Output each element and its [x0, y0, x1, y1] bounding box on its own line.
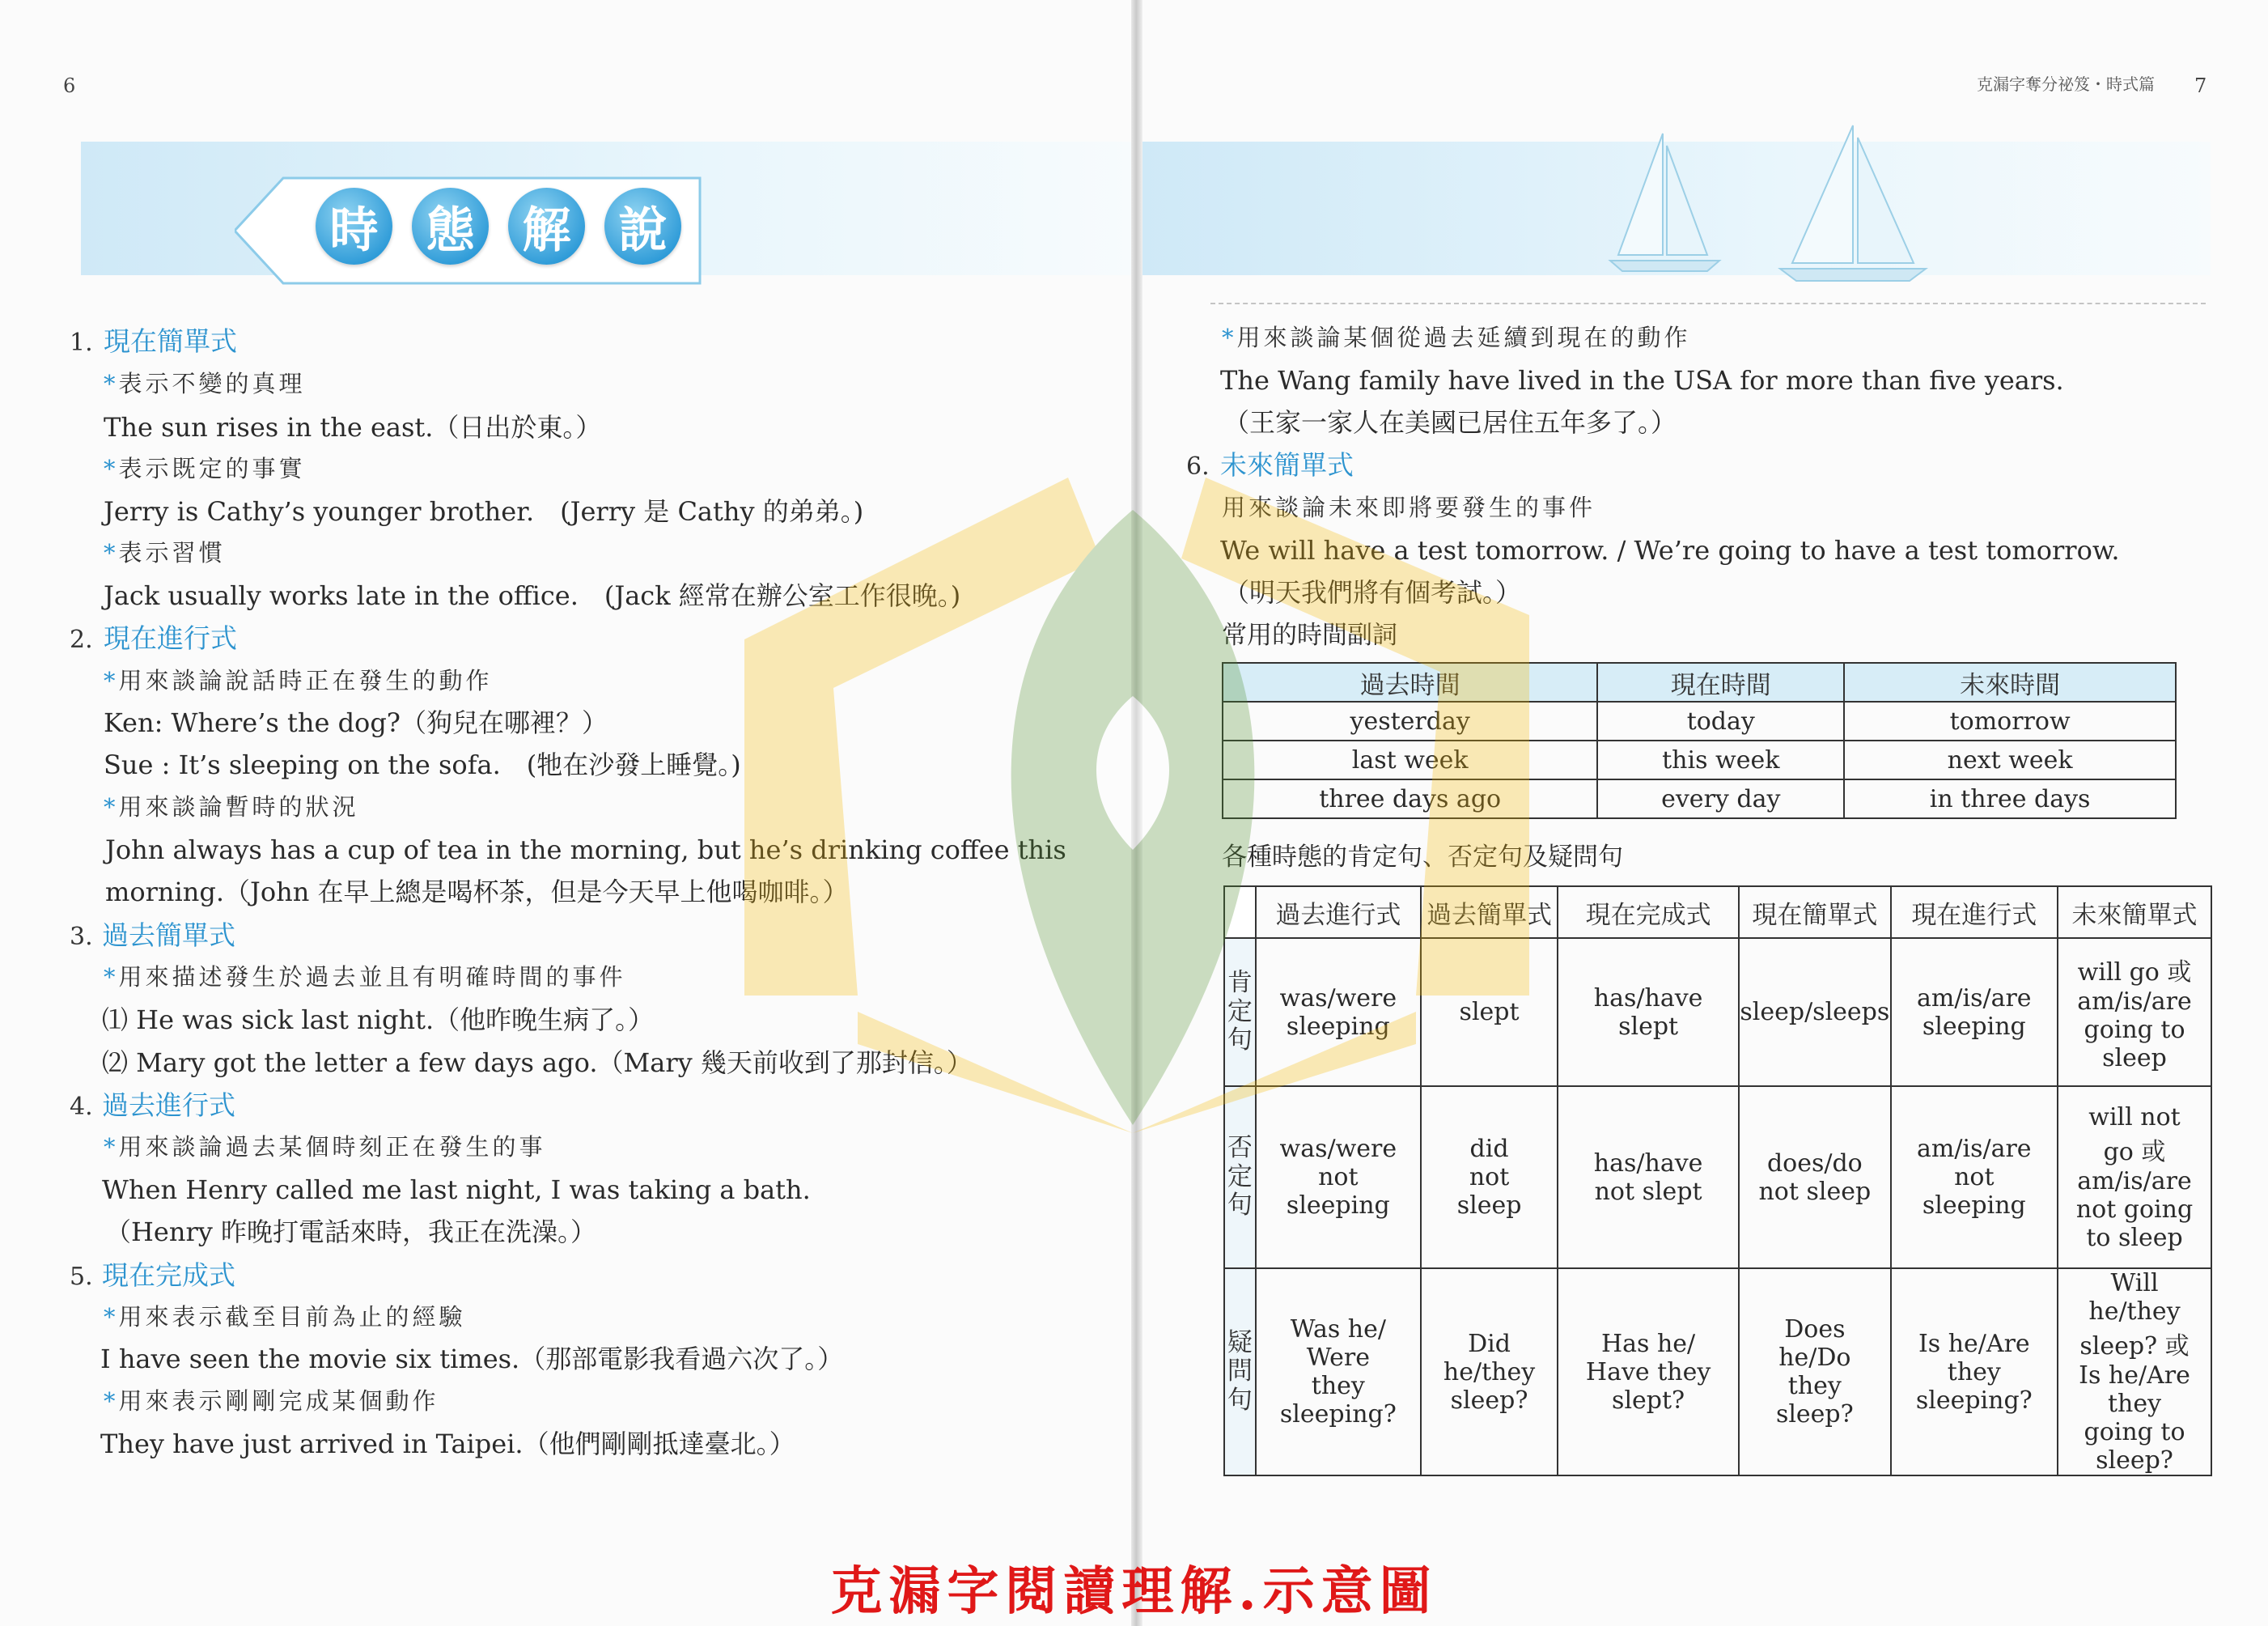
example-sentence: Jack usually works late in the office. (Jack 經常在辦公室工作很晚。) — [104, 580, 961, 611]
example-sentence: The Wang family have lived in the USA for more than five years. — [1220, 365, 2064, 396]
example-sentence: （王家一家人在美國已居住五年多了。） — [1223, 407, 1677, 438]
title-char: 解 — [508, 188, 585, 265]
table-cell: am/is/are not sleeping — [1891, 1086, 2058, 1268]
table-cell: Is he/Are they sleeping? — [1891, 1268, 2058, 1475]
page-title — [316, 188, 681, 265]
usage-note: 用來談論未來即將要發生的事件 — [1222, 494, 1596, 521]
table-cell: tomorrow — [1844, 702, 2176, 741]
table-cell: Has he/ Have they slept? — [1558, 1268, 1739, 1475]
table-row — [1223, 702, 2176, 741]
table-title: 常用的時間副詞 — [1222, 621, 1397, 650]
usage-note: *用來談論某個從過去延續到現在的動作 — [1222, 324, 1691, 351]
table-cell: did not sleep — [1421, 1086, 1558, 1268]
table-cell: this week — [1597, 741, 1844, 779]
usage-note: *用來表示截至目前為止的經驗 — [104, 1303, 466, 1331]
table-header-cell: 未來時間 — [1844, 663, 2176, 702]
table-cell: Will he/they sleep? 或 Is he/Are they going to sleep? — [2058, 1268, 2211, 1475]
example-sentence: ⑴ He was sick last night.（他昨晚生病了。） — [102, 1004, 655, 1035]
table-row — [1223, 779, 2176, 818]
usage-note: *用來表示剛剛完成某個動作 — [104, 1387, 439, 1415]
tense-forms-table — [1223, 885, 2212, 1476]
row-label: 否定句 — [1224, 1086, 1256, 1268]
section-number: 6. — [1186, 452, 1210, 481]
example-sentence: The sun rises in the east.（日出於東。） — [104, 412, 602, 443]
usage-note: *表示習慣 — [104, 539, 226, 567]
example-sentence: I have seen the movie six times.（那部電影我看過六次了。） — [100, 1344, 844, 1374]
example-sentence: John always has a cup of tea in the morning, but he’s drinking coffee this — [105, 834, 1066, 865]
table-cell: was/were sleeping — [1256, 938, 1421, 1086]
table-header-cell: 過去進行式 — [1256, 886, 1421, 938]
row-label: 肯定句 — [1224, 938, 1256, 1086]
time-adverbs-table — [1222, 662, 2177, 819]
page-number-right: 7 — [2194, 74, 2207, 97]
example-sentence: Jerry is Cathy’s younger brother. (Jerry 是 Cathy 的弟弟。) — [104, 496, 864, 527]
row-label: 疑問句 — [1224, 1268, 1256, 1475]
section-number: 2. — [70, 626, 93, 654]
usage-note: *表示不變的真理 — [104, 370, 306, 397]
example-sentence: （Henry 昨晚打電話來時，我正在洗澡。） — [105, 1216, 597, 1247]
table-cell: has/have not slept — [1558, 1086, 1739, 1268]
table-header-cell: 現在進行式 — [1891, 886, 2058, 938]
section-number: 1. — [70, 329, 93, 357]
table-title: 各種時態的肯定句、否定句及疑問句 — [1222, 843, 1623, 872]
example-sentence: Ken: Where’s the dog?（狗兒在哪裡？） — [104, 707, 608, 738]
table-header-cell: 未來簡單式 — [2058, 886, 2211, 938]
table-row — [1224, 1086, 2211, 1268]
table-header-cell: 過去時間 — [1223, 663, 1597, 702]
table-row — [1223, 741, 2176, 779]
table-cell: slept — [1421, 938, 1558, 1086]
example-sentence: They have just arrived in Taipei.（他們剛剛抵達臺北。） — [100, 1429, 795, 1459]
example-sentence: We will have a test tomorrow. / We’re going to have a test tomorrow. — [1220, 535, 2120, 566]
title-char: 說 — [604, 188, 681, 265]
table-cell: Did he/they sleep? — [1421, 1268, 1558, 1475]
table-cell: will go 或 am/is/are going to sleep — [2058, 938, 2211, 1086]
table-cell: has/have slept — [1558, 938, 1739, 1086]
table-cell: will not go 或 am/is/are not going to sleep — [2058, 1086, 2211, 1268]
title-char: 態 — [412, 188, 489, 265]
section-heading: 未來簡單式 — [1220, 449, 1354, 481]
table-corner-cell — [1224, 886, 1256, 938]
section-heading: 現在簡單式 — [104, 325, 237, 357]
title-char: 時 — [316, 188, 392, 265]
section-heading: 現在完成式 — [102, 1259, 235, 1291]
table-row — [1224, 1268, 2211, 1475]
footer-caption: 克漏字閱讀理解.示意圖 — [830, 1561, 1438, 1622]
usage-note: *用來談論說話時正在發生的動作 — [104, 667, 493, 694]
table-cell: next week — [1844, 741, 2176, 779]
section-heading: 過去進行式 — [102, 1089, 235, 1121]
section-heading: 過去簡單式 — [102, 919, 235, 951]
example-sentence: When Henry called me last night, I was taking a bath. — [102, 1174, 811, 1205]
book-spine — [1131, 0, 1142, 1626]
section-number: 5. — [70, 1263, 93, 1291]
usage-note: *用來談論過去某個時刻正在發生的事 — [104, 1133, 546, 1161]
sailboat-illustration — [1586, 121, 1958, 283]
table-header-cell: 過去簡單式 — [1421, 886, 1558, 938]
table-cell: every day — [1597, 779, 1844, 818]
usage-note: *用來描述發生於過去並且有明確時間的事件 — [104, 963, 626, 991]
section-heading: 現在進行式 — [104, 622, 237, 654]
page-number-left: 6 — [63, 74, 76, 97]
table-cell: Does he/Do they sleep? — [1739, 1268, 1891, 1475]
table-cell: am/is/are sleeping — [1891, 938, 2058, 1086]
example-sentence: ⑵ Mary got the letter a few days ago.（Mary 幾天前收到了那封信。） — [102, 1047, 973, 1078]
example-sentence: （明天我們將有個考試。） — [1223, 577, 1522, 608]
divider — [1210, 303, 2206, 304]
table-cell: last week — [1223, 741, 1597, 779]
table-cell: Was he/ Were they sleeping? — [1256, 1268, 1421, 1475]
table-row — [1224, 938, 2211, 1086]
table-cell: three days ago — [1223, 779, 1597, 818]
table-cell: was/were not sleeping — [1256, 1086, 1421, 1268]
table-header-cell: 現在完成式 — [1558, 886, 1739, 938]
table-cell: does/do not sleep — [1739, 1086, 1891, 1268]
table-cell: today — [1597, 702, 1844, 741]
example-sentence: Sue : It’s sleeping on the sofa. (牠在沙發上睡覺。) — [104, 749, 741, 780]
running-head: 克漏字奪分祕笈・時式篇 — [1977, 74, 2155, 94]
table-cell: sleep/sleeps — [1739, 938, 1891, 1086]
table-cell: in three days — [1844, 779, 2176, 818]
usage-note: *用來談論暫時的狀況 — [104, 793, 359, 821]
usage-note: *表示既定的事實 — [104, 455, 306, 482]
table-cell: yesterday — [1223, 702, 1597, 741]
section-number: 3. — [70, 923, 93, 951]
table-header-cell: 現在簡單式 — [1739, 886, 1891, 938]
section-number: 4. — [70, 1093, 93, 1121]
example-sentence: morning.（John 在早上總是喝杯茶，但是今天早上他喝咖啡。） — [105, 877, 849, 907]
table-header-cell: 現在時間 — [1597, 663, 1844, 702]
